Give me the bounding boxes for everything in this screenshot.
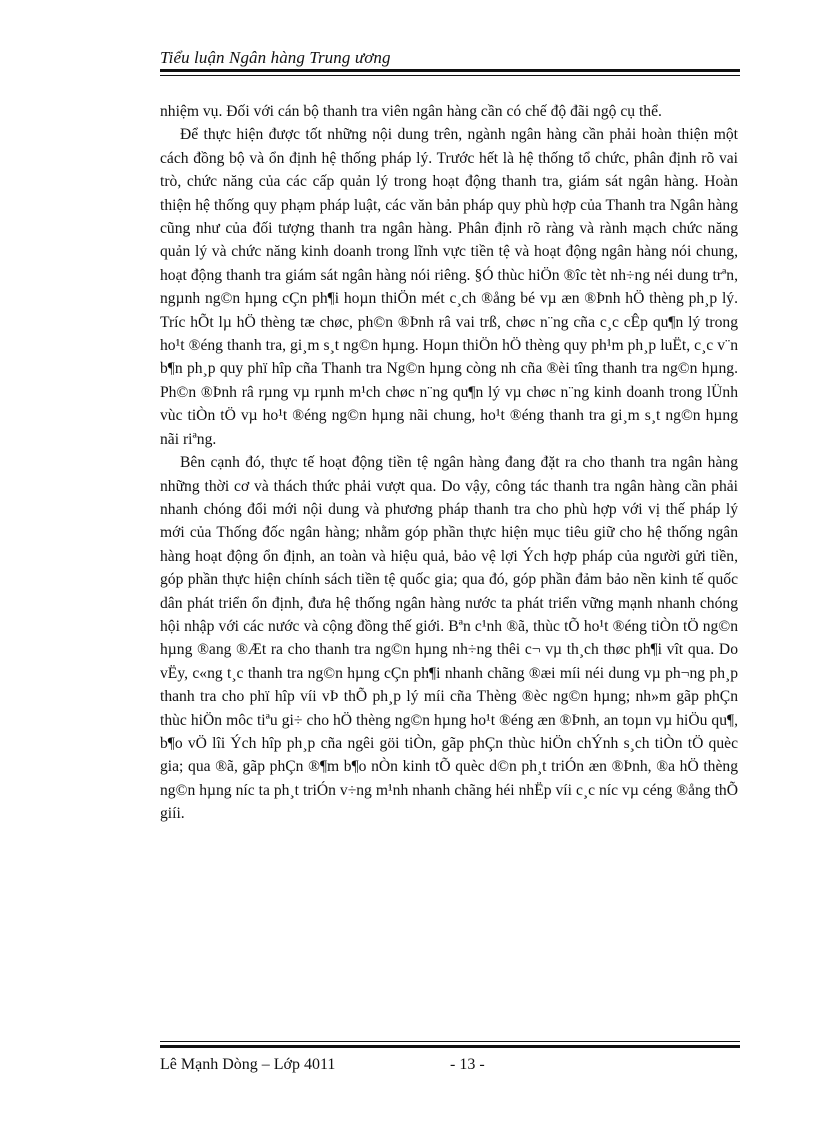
document-title: Tiểu luận Ngân hàng Trung ương: [160, 48, 391, 67]
footer-rule-thick: [160, 1045, 740, 1048]
paragraph-2: Để thực hiện được tốt những nội dung trên, ngành ngân hàng cần phải hoàn thiện một cách đồng bộ và ổn định hệ thống pháp lý. Trước hết là hệ thống tổ chức, phân định rõ vai trò, chức năng của các cấp quản lý trong hoạt động thanh tra, giám sát ngân hàng. Hoàn thiện hệ thống quy phạm pháp luật, các văn bản pháp quy phù hợp của Thanh tra Ngân hàng cũng như của đối tượng thanh tra ngân hàng. Phân định rõ ràng và rành mạch chức năng quản lý và chức năng kinh doanh trong lĩnh vực tiền tệ và hoạt động ngân hàng nói chung, hoạt động thanh tra giám sát ngân hàng nói riêng. §Ó thùc hiÖn ®îc tèt nh÷ng néi dung trªn, ngµnh ng©n hµng cÇn ph¶i hoµn thiÖn mét c¸ch ®ång bé vµ æn ®Þnh hÖ thèng ph¸p lý. Tríc hÕt lµ hÖ thèng tæ chøc, ph©n ®Þnh râ vai trß, chøc n¨ng cña c¸c cÊp qu¶n lý trong ho¹t ®éng thanh tra, gi¸m s¸t ng©n hµng. Hoµn thiÖn hÖ thèng quy ph¹m ph¸p luËt, c¸c v¨n b¶n ph¸p quy phï hîp cña Thanh tra Ng©n hµng còng nh cña ®èi tîng thanh tra ng©n hµng. Ph©n ®Þnh râ rµng vµ rµnh m¹ch chøc n¨ng qu¶n lý vµ chøc n¨ng kinh doanh trong lÜnh vùc tiÒn tÖ vµ ho¹t ®éng ng©n hµng nãi chung, ho¹t ®éng thanh tra gi¸m s¸t ng©n hµng nãi riªng.: [160, 126, 738, 448]
header-rule-thick: [160, 69, 740, 72]
header-rule-thin: [160, 75, 740, 76]
document-body: [160, 100, 738, 826]
paragraph-3: Bên cạnh đó, thực tế hoạt động tiền tệ ngân hàng đang đặt ra cho thanh tra ngân hàng những thời cơ và thách thức phải vượt qua. Do vậy, công tác thanh tra ngân hàng cần phải nhanh chóng đổi mới nội dung và phương pháp thanh tra cho phù hợp với vị thế pháp lý mới của Thống đốc ngân hàng; nhằm góp phần thực hiện mục tiêu giữ cho hệ thống ngân hàng hoạt động ổn định, an toàn và hiệu quả, bảo vệ lợi Ých hợp pháp của người gửi tiền, góp phần thực hiện chính sách tiền tệ quốc gia; qua đó, góp phần đảm bảo nền kinh tế quốc dân phát triển ổn định, đưa hệ thống ngân hàng nước ta phát triển vững mạnh nhanh chóng hội nhập với các nước và cộng đồng thế giới. Bªn c¹nh ®ã, thùc tÕ ho¹t ®éng tiÒn tÖ ng©n hµng ®ang ®Æt ra cho thanh tra ng©n hµng nh÷ng thêi c¬ vµ th¸ch thøc ph¶i vît qua. Do vËy, c«ng t¸c thanh tra ng©n hµng cÇn ph¶i nhanh chãng ®æi míi néi dung vµ ph¬ng ph¸p thanh tra cho phï hîp víi vÞ thÕ ph¸p lý míi cña Thèng ®èc ng©n hµng; nh»m gãp phÇn thùc hiÖn môc tiªu gi÷ cho hÖ thèng ng©n hµng ho¹t ®éng æn ®Þnh, an toµn vµ hiÖu qu¶, b¶o vÖ lîi Ých hîp ph¸p cña ngêi göi tiÒn, gãp phÇn thùc hiÖn chÝnh s¸ch tiÒn tÖ quèc gia; qua ®ã, gãp phÇn ®¶m b¶o nÒn kinh tÕ quèc d©n ph¸t triÓn æn ®Þnh, ®a hÖ thèng ng©n hµng níc ta ph¸t triÓn v÷ng m¹nh nhanh chãng héi nhËp víi c¸c níc vµ céng ®ång thÕ giíi.: [160, 454, 738, 823]
footer-rule-thin: [160, 1041, 740, 1042]
footer-author: Lê Mạnh Dòng – Lớp 4011: [160, 1056, 336, 1073]
paragraph-1: nhiệm vụ. Đối với cán bộ thanh tra viên ngân hàng cần có chế độ đãi ngộ cụ thể.: [160, 103, 662, 120]
page-number: - 13 -: [450, 1056, 485, 1073]
page-header: [160, 48, 740, 68]
